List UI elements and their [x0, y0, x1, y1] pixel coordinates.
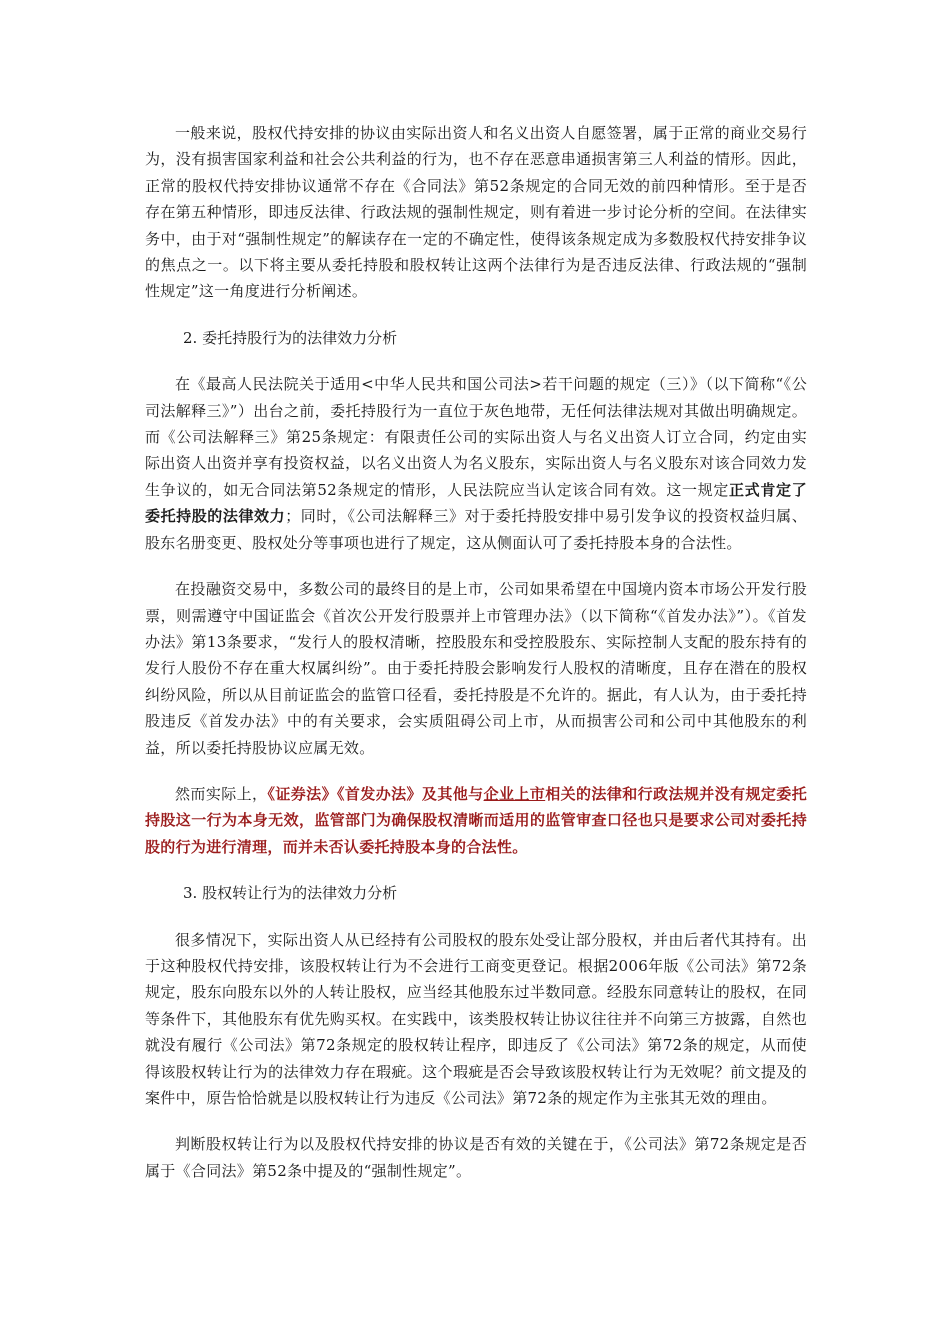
bold-emphasis: 正式肯定了委托持股的法律效力: [145, 480, 807, 526]
section-heading-2: 2. 委托持股行为的法律效力分析: [183, 328, 398, 347]
paragraph-ipo-rules: 在投融资交易中，多数公司的最终目的是上市，公司如果希望在中国境内资本市场公开发行股票，则需遵守中国证监会《首次公开发行股票并上市管理办法》（以下简称“《首发办法》”）。《首发办法》第13条要求，“发行人的股权清晰，控股股东和受控股股东、实际控制人支配的股东持有的发行人股份不存在重大权属纠纷”。由于委托持股会影响发行人股权的清晰度，且存在潜在的股权纠纷风险，所以从目前证监会的监管口径看，委托持股是不允许的。据此，有人认为，由于委托持股违反《首发办法》中的有关要求，会实质阻碍公司上市，从而损害公司和公司中其他股东的利益，所以委托持股协议应属无效。: [145, 580, 807, 757]
paragraph-red-emphasis: [145, 781, 807, 860]
paragraph-entrusted-holding: [145, 371, 807, 556]
red-emphasis-text: 《证券法》《首发办法》及其他与: [267, 784, 484, 803]
section-heading-3: 3. 股权转让行为的法律效力分析: [183, 884, 398, 903]
paragraph-text: ；同时，《公司法解释三》对于委托持股安排中易引发争议的投资权益归属、股东名册变更、股权处分等事项也进行了规定，这从侧面认可了委托持股本身的合法性。: [145, 507, 807, 552]
paragraph-text: 在《最高人民法院关于适用<中华人民共和国公司法>若干问题的规定（三）》（以下简称“《公司法解释三》”）出台之前，委托持股行为一直位于灰色地带，无任何法律法规对其做出明确规定。而《公司法解释三》第25条规定：有限责任公司的实际出资人与名义出资人订立合同，约定由实际出资人出资并享有投资权益，以名义出资人为名义股东，实际出资人与名义股东对该合同效力发生争议的，如无合同法第52条规定的情形，人民法院应当认定该合同有效。这一规定: [145, 375, 807, 499]
paragraph-intro: 一般来说，股权代持安排的协议由实际出资人和名义出资人自愿签署，属于正常的商业交易行为，没有损害国家利益和社会公共利益的行为，也不存在恶意串通损害第三人利益的情形。因此，正常的股权代持安排协议通常不存在《合同法》第52条规定的合同无效的前四种情形。至于是否存在第五种情形，即违反法律、行政法规的强制性规定，则有着进一步讨论分析的空间。在法律实务中，由于对“强制性规定”的解读存在一定的不确定性，使得该条规定成为多数股权代持安排争议的焦点之一。以下将主要从委托持股和股权转让这两个法律行为是否违反法律、行政法规的“强制性规定”这一角度进行分析阐述。: [145, 124, 807, 301]
ipo-link[interactable]: 企业上市: [483, 784, 546, 803]
paragraph-share-transfer: 很多情况下，实际出资人从已经持有公司股权的股东处受让部分股权，并由后者代其持有。出于这种股权代持安排，该股权转让行为不会进行工商变更登记。根据2006年版《公司法》第72条规定，股东向股东以外的人转让股权，应当经其他股东过半数同意。经股东同意转让的股权，在同等条件下，其他股东有优先购买权。在实践中，该类股权转让协议往往并不向第三方披露，自然也就没有履行《公司法》第72条规定的股权转让程序，即违反了《公司法》第72条的规定，从而使得该股权转让行为的法律效力存在瑕疵。这个瑕疵是否会导致该股权转让行为无效呢？前文提及的案件中，原告恰恰就是以股权转让行为违反《公司法》第72条的规定作为主张其无效的理由。: [145, 930, 807, 1107]
document-page: [145, 120, 807, 1184]
paragraph-conclusion: 判断股权转让行为以及股权代持安排的协议是否有效的关键在于，《公司法》第72条规定是否属于《合同法》第52条中提及的“强制性规定”。: [145, 1135, 807, 1180]
paragraph-text: 然而实际上，: [175, 784, 268, 803]
red-emphasis-text: 相关的法律和行政法规并没有规定委托持股这一行为本身无效，监管部门为确保股权清晰而适用的监管审查口径也只是要求公司对委托持股的行为进行清理，而并未否认委托持股本身的合法性。: [145, 784, 808, 856]
